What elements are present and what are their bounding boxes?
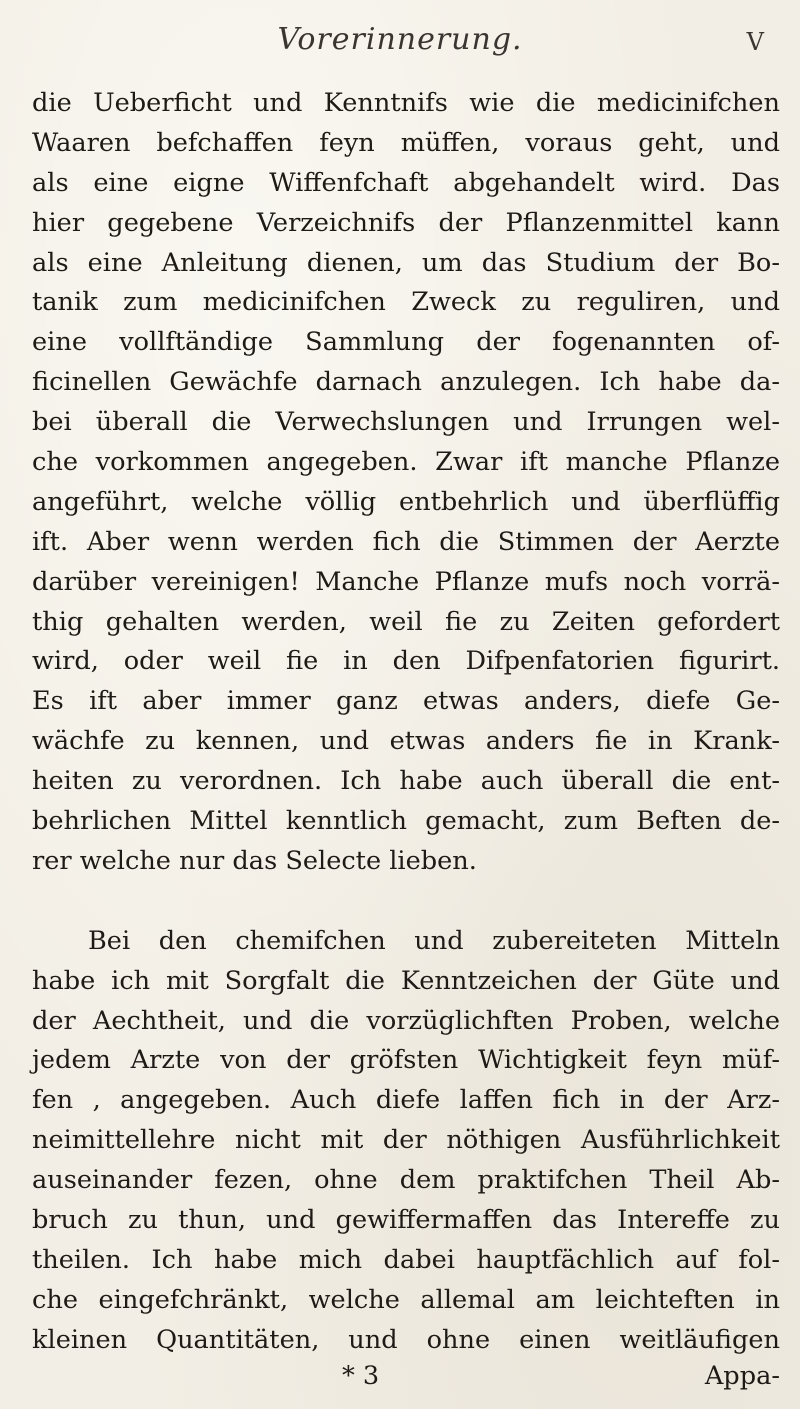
text-line: bei überall die Verwechslungen und Irrungen wel- [32,407,780,438]
text-line: wird, oder weil fie in den Difpenfatorien figurirt. [32,646,780,677]
text-line: fen , angegeben. Auch diefe laffen fich in der Arz- [32,1085,780,1116]
page-number: V [746,28,764,56]
running-title: Vorerinnerung. [277,22,523,57]
text-line: bruch zu thun, und gewiffermaffen das Intereffe zu [32,1205,780,1236]
text-line: thig gehalten werden, weil fie zu Zeiten gefordert [32,606,780,637]
catchword: Appa- [704,1361,780,1391]
text-line: ift. Aber wenn werden fich die Stimmen der Aerzte [32,526,780,557]
text-line: kleinen Quantitäten, und ohne einen weitläufigen [32,1324,780,1355]
text-line: Bei den chemifchen und zubereiteten Mitteln [88,925,780,956]
text-line: als eine eigne Wiffenfchaft abgehandelt wird. Das [32,167,780,198]
text-line: der Aechtheit, und die vorzüglichften Proben, welche [32,1005,780,1036]
text-line: tanik zum medicinifchen Zweck zu reguliren, und [32,287,780,318]
text-line: Waaren befchaffen feyn müffen, voraus geht, und [32,127,780,158]
paragraph-1 [32,84,780,882]
text-line: darüber vereinigen! Manche Pflanze mufs noch vorrä- [32,566,780,597]
text-line: neimittellehre nicht mit der nöthigen Ausführlichkeit [32,1125,780,1156]
page-header [0,22,800,72]
text-line: eine vollftändige Sammlung der fogenannten of- [32,327,780,358]
text-line: angeführt, welche völlig entbehrlich und überflüffig [32,486,780,517]
text-line: wächfe zu kennen, und etwas anders fie in Krank- [32,726,780,757]
text-line: rer welche nur das Selecte lieben. [32,845,477,876]
text-line: che vorkommen angegeben. Zwar ift manche Pflanze [32,447,780,478]
page-footer [32,1361,780,1401]
text-line: behrlichen Mittel kenntlich gemacht, zum Beften de- [32,806,780,837]
text-line: ficinellen Gewächfe darnach anzulegen. Ich habe da- [32,367,780,398]
text-line: heiten zu verordnen. Ich habe auch überall die ent- [32,766,780,797]
text-line: theilen. Ich habe mich dabei hauptfächlich auf fol- [32,1244,780,1275]
text-line: auseinander fezen, ohne dem praktifchen Theil Ab- [32,1165,780,1196]
paragraph-gap [32,882,780,922]
signature-mark: * 3 [342,1361,380,1391]
paragraph-2 [32,922,780,1361]
text-line: habe ich mit Sorgfalt die Kenntzeichen der Güte und [32,965,780,996]
text-line: che eingefchränkt, welche allemal am leichteften in [32,1284,780,1315]
text-line: hier gegebene Verzeichnifs der Pflanzenmittel kann [32,207,780,238]
body-text [32,84,780,1361]
text-line: Es ift aber immer ganz etwas anders, diefe Ge- [32,686,780,717]
text-line: jedem Arzte von der gröfsten Wichtigkeit feyn müf- [32,1045,780,1076]
text-line: als eine Anleitung dienen, um das Studium der Bo- [32,247,780,278]
text-line: die Ueberficht und Kenntnifs wie die medicinifchen [32,88,780,118]
